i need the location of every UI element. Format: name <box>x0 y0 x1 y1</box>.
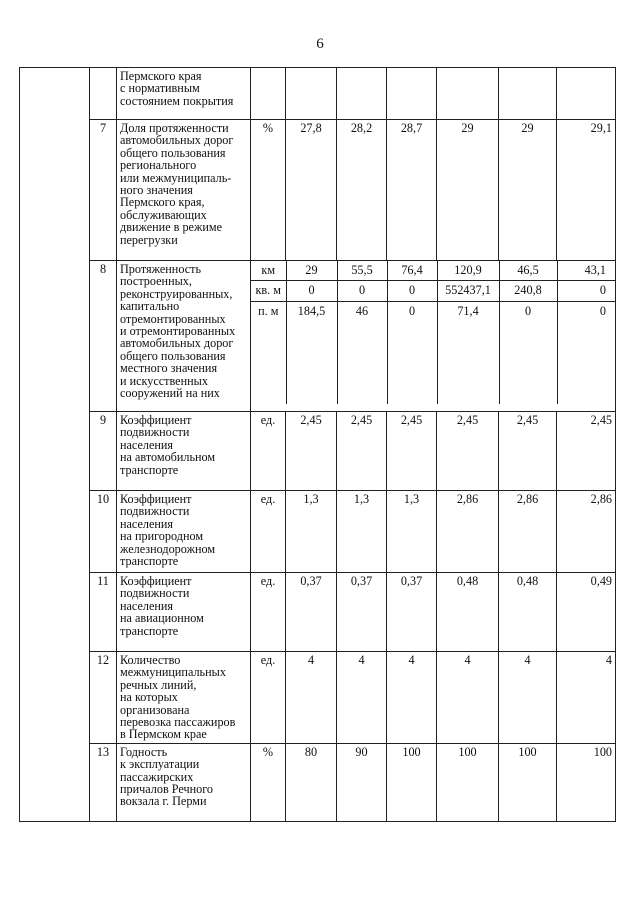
value-cell: 4 <box>337 652 387 744</box>
value-cell: 76,4 <box>387 261 437 281</box>
spacer-cell <box>557 321 616 404</box>
table-row <box>20 573 616 652</box>
value-cell: 0,37 <box>337 573 387 652</box>
indicator-name-line: Протяженность <box>120 262 202 276</box>
indicator-name-line: организована <box>120 702 190 717</box>
indicator-name-line: подвижности <box>120 425 190 440</box>
value-cell <box>557 68 616 120</box>
value-cell: 46,5 <box>499 261 557 281</box>
spacer-cell <box>387 321 437 404</box>
value-cell: 184,5 <box>286 301 337 321</box>
table-row <box>20 120 616 261</box>
value-cell: 80 <box>286 743 337 821</box>
indicator-name-line: транспорте <box>120 623 179 638</box>
table-row <box>20 68 616 120</box>
value-cell: 2,45 <box>387 412 437 491</box>
indicator-name-line: причалов Речного <box>120 782 214 797</box>
value-cell: 0 <box>387 301 437 321</box>
unit-breakdown-row <box>251 301 616 321</box>
row-number: 9 <box>90 412 117 491</box>
indicator-name-line: автомобильных дорог <box>120 336 234 351</box>
indicator-name-line: Пермского края, <box>120 195 205 210</box>
indicator-name-line: ного значения <box>120 183 193 198</box>
value-cell: 71,4 <box>437 301 499 321</box>
value-cell: 0,48 <box>499 573 557 652</box>
indicator-name-line: местного значения <box>120 361 218 376</box>
indicator-name-line: капитально <box>120 299 180 314</box>
indicator-name-line: общего пользования <box>120 145 226 160</box>
row-number: 12 <box>90 652 117 744</box>
indicator-name-line: речных линий, <box>120 677 197 692</box>
value-cell: 2,45 <box>557 412 616 491</box>
unit-cell: ед. <box>251 573 286 652</box>
value-cell: 29,1 <box>557 120 616 261</box>
unit-cell: км <box>261 263 276 277</box>
value-cell: 29 <box>499 120 557 261</box>
indicator-name <box>117 652 251 744</box>
indicator-name <box>117 491 251 573</box>
spacer-cell <box>337 321 387 404</box>
value-cell: 100 <box>499 743 557 821</box>
value-cell: 27,8 <box>286 120 337 261</box>
unit-cell <box>251 68 286 120</box>
indicator-name <box>117 743 251 821</box>
value-cell: 0,49 <box>557 573 616 652</box>
page-number: 6 <box>316 36 324 52</box>
indicator-name <box>117 68 251 120</box>
indicator-name-line: на автомобильном <box>120 450 216 465</box>
spacer-cell <box>499 321 557 404</box>
table-row <box>20 412 616 491</box>
value-cell: 2,86 <box>499 491 557 573</box>
indicator-name-line: на пригородном <box>120 529 204 544</box>
value-cell <box>286 68 337 120</box>
indicator-name-line: на авиационном <box>120 611 204 626</box>
table-row <box>20 652 616 744</box>
value-cell: 2,86 <box>437 491 499 573</box>
spacer-cell <box>286 321 337 404</box>
value-cell <box>337 68 387 120</box>
value-cell: 43,1 <box>557 261 616 281</box>
indicator-name-line: регионального <box>120 158 197 173</box>
row-number <box>90 68 117 120</box>
indicator-name-line: к эксплуатации <box>120 757 200 772</box>
unit-cell: % <box>251 120 286 261</box>
value-cell: 4 <box>499 652 557 744</box>
indicator-name-line: транспорте <box>120 462 179 477</box>
indicator-name-line: и искусственных <box>120 373 208 388</box>
indicator-name-line: Доля протяженности <box>120 121 229 135</box>
value-cell: 0 <box>499 301 557 321</box>
value-cell: 4 <box>387 652 437 744</box>
indicator-name-line: Количество <box>120 653 181 667</box>
indicator-name-line: построенных, <box>120 274 192 289</box>
row-number: 7 <box>90 120 117 261</box>
indicator-name-line: транспорте <box>120 554 179 569</box>
unit-cell: % <box>251 743 286 821</box>
value-cell: 2,45 <box>499 412 557 491</box>
value-cell <box>437 68 499 120</box>
value-cell: 1,3 <box>387 491 437 573</box>
indicator-name-line: в Пермском крае <box>120 727 207 742</box>
value-cell: 100 <box>437 743 499 821</box>
value-cell: 0 <box>557 301 616 321</box>
value-cell: 0 <box>387 281 437 301</box>
indicator-name <box>117 412 251 491</box>
blank-cell <box>20 68 90 822</box>
indicator-name-line: отремонтированных <box>120 311 226 326</box>
unit-breakdown-row <box>251 261 616 281</box>
indicator-name-line: перевозка пассажиров <box>120 715 236 730</box>
value-cell: 28,7 <box>387 120 437 261</box>
indicator-name-line: автомобильных дорог <box>120 133 234 148</box>
value-cell: 0,37 <box>286 573 337 652</box>
indicator-name-line: Коэффициент <box>120 413 192 427</box>
indicator-name-line: общего пользования <box>120 348 226 363</box>
indicator-name-line: состоянием покрытия <box>120 93 234 108</box>
value-cell: 90 <box>337 743 387 821</box>
multi-unit-cell <box>251 261 616 412</box>
indicator-name-line: Коэффициент <box>120 574 192 588</box>
indicator-name-line: Коэффициент <box>120 492 192 506</box>
value-cell: 4 <box>437 652 499 744</box>
spacer-cell <box>437 321 499 404</box>
value-cell: 0,37 <box>387 573 437 652</box>
value-cell: 100 <box>557 743 616 821</box>
value-cell: 0 <box>286 281 337 301</box>
value-cell: 100 <box>387 743 437 821</box>
value-cell: 1,3 <box>337 491 387 573</box>
value-cell: 0 <box>337 281 387 301</box>
spacer-cell <box>251 321 286 404</box>
indicator-name-line: вокзала г. Перми <box>120 794 207 809</box>
indicator-name-line: перегрузки <box>120 232 178 247</box>
value-cell: 29 <box>437 120 499 261</box>
table-body <box>20 68 616 822</box>
unit-breakdown-row <box>251 281 616 301</box>
indicator-name-line: населения <box>120 437 174 452</box>
indicator-name-line: или межмуниципаль- <box>120 170 232 185</box>
indicator-name-line: на которых <box>120 690 178 705</box>
indicator-name <box>117 120 251 261</box>
value-cell <box>499 68 557 120</box>
value-cell: 29 <box>286 261 337 281</box>
indicator-name-line: движение в режиме <box>120 220 223 235</box>
unit-cell: ед. <box>251 412 286 491</box>
row-number: 13 <box>90 743 117 821</box>
unit-cell: п. м <box>251 301 286 321</box>
value-cell: 2,45 <box>337 412 387 491</box>
row-number: 10 <box>90 491 117 573</box>
value-cell: 1,3 <box>286 491 337 573</box>
indicator-name <box>117 261 251 412</box>
table-row <box>20 261 616 412</box>
indicator-name-line: железнодорожном <box>120 541 216 556</box>
indicator-name-line: обслуживающих <box>120 207 207 222</box>
indicator-name-line: населения <box>120 598 174 613</box>
value-cell: 28,2 <box>337 120 387 261</box>
value-cell: 240,8 <box>499 281 557 301</box>
value-cell: 0 <box>557 281 616 301</box>
value-cell: 120,9 <box>437 261 499 281</box>
row-number: 8 <box>90 261 117 412</box>
row-number: 11 <box>90 573 117 652</box>
value-cell: 2,86 <box>557 491 616 573</box>
indicator-name-line: подвижности <box>120 586 190 601</box>
indicator-name-line: населения <box>120 516 174 531</box>
unit-cell: кв. м <box>251 281 286 301</box>
table-row <box>20 491 616 573</box>
indicator-name-line: реконструированных, <box>120 286 233 301</box>
value-cell: 2,45 <box>437 412 499 491</box>
unit-cell: ед. <box>251 652 286 744</box>
indicator-name-line: Годность <box>120 744 168 759</box>
indicator-name-line: пассажирских <box>120 769 194 784</box>
indicator-name-line: сооружений на них <box>120 386 220 401</box>
indicator-name-line: и отремонтированных <box>120 324 236 339</box>
spacer-row <box>251 321 616 404</box>
value-cell <box>387 68 437 120</box>
value-cell: 4 <box>286 652 337 744</box>
value-cell: 2,45 <box>286 412 337 491</box>
indicator-name-line: с нормативным <box>120 81 200 96</box>
value-cell: 552437,1 <box>437 281 499 301</box>
table-row <box>20 743 616 821</box>
indicator-name-line: межмуниципальных <box>120 665 226 680</box>
indicator-name <box>117 573 251 652</box>
value-cell: 4 <box>557 652 616 744</box>
value-cell: 55,5 <box>337 261 387 281</box>
unit-cell: ед. <box>251 491 286 573</box>
unit-breakdown-table <box>251 261 616 404</box>
indicators-table <box>19 67 616 822</box>
value-cell: 0,48 <box>437 573 499 652</box>
indicator-name-line: Пермского края <box>120 69 202 83</box>
value-cell: 46 <box>337 301 387 321</box>
indicator-name-line: подвижности <box>120 504 190 519</box>
